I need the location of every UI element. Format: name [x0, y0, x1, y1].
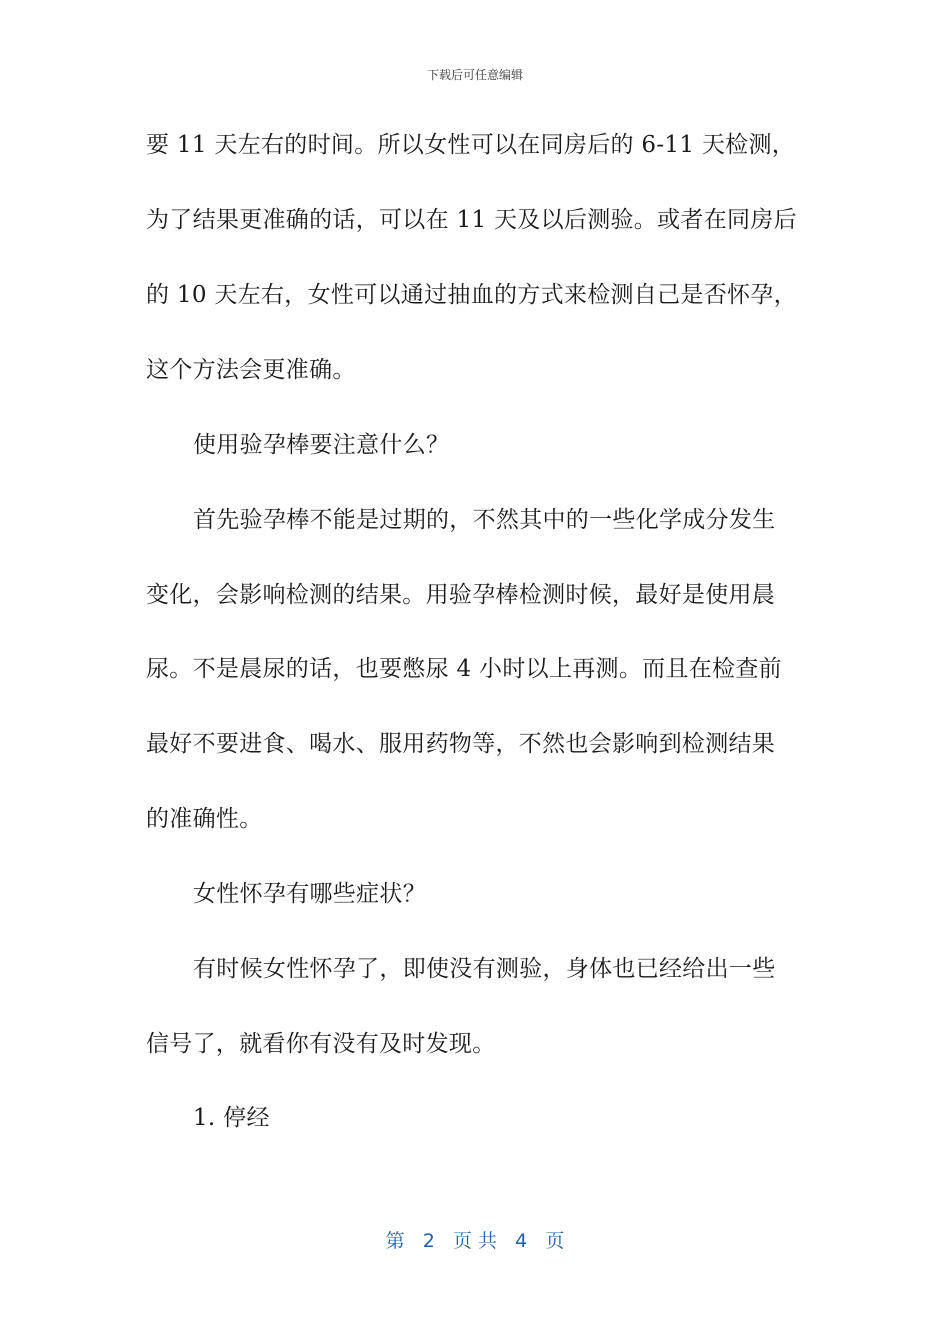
body-line: 要 11 天左右的时间。所以女性可以在同房后的 6-11 天检测， [146, 132, 796, 158]
body-line: 首先验孕棒不能是过期的，不然其中的一些化学成分发生 [193, 507, 776, 533]
body-line: 信号了，就看你有没有及时发现。 [146, 1031, 496, 1057]
footer-prefix: 第 [385, 1230, 405, 1252]
footer-total-pages: 4 [515, 1230, 528, 1252]
body-line: 的准确性。 [146, 806, 263, 832]
section-heading: 女性怀孕有哪些症状？ [193, 881, 426, 907]
footer-middle: 页 共 [452, 1230, 498, 1252]
page-footer [0, 1226, 950, 1253]
list-item-heading: 1. 停经 [193, 1105, 270, 1131]
body-line: 尿。不是晨尿的话，也要憋尿 4 小时以上再测。而且在检查前 [146, 656, 782, 682]
footer-page-number: 2 [422, 1230, 435, 1252]
body-line: 有时候女性怀孕了，即使没有测验，身体也已经给出一些 [193, 956, 776, 982]
body-line: 这个方法会更准确。 [146, 357, 356, 383]
page-header: 下载后可任意编辑 [426, 68, 523, 82]
section-heading: 使用验孕棒要注意什么？ [193, 432, 450, 458]
footer-suffix: 页 [545, 1230, 565, 1252]
body-line: 变化，会影响检测的结果。用验孕棒检测时候，最好是使用晨 [146, 582, 776, 608]
body-line: 最好不要进食、喝水、服用药物等，不然也会影响到检测结果 [146, 731, 776, 757]
body-line: 为了结果更准确的话，可以在 11 天及以后测验。或者在同房后 [146, 207, 797, 233]
body-line: 的 10 天左右，女性可以通过抽血的方式来检测自己是否怀孕， [146, 282, 797, 308]
